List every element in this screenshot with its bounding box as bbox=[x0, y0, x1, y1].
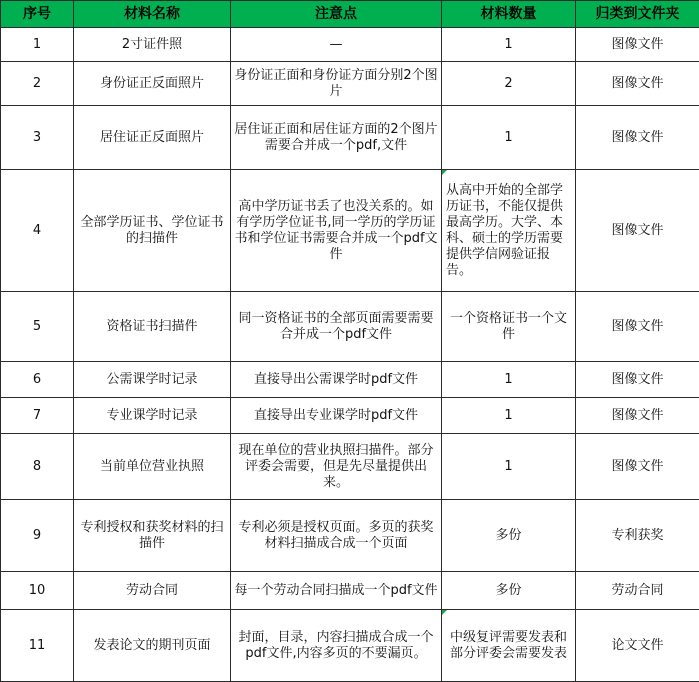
cell-index[interactable]: 8 bbox=[1, 434, 74, 500]
cell-quantity[interactable]: 1 bbox=[442, 434, 576, 500]
cell-note[interactable]: 直接导出专业课学时pdf文件 bbox=[231, 398, 442, 434]
cell-quantity[interactable]: 中级复评需要发表和部分评委会需要发表 bbox=[442, 610, 576, 682]
cell-index[interactable]: 1 bbox=[1, 28, 74, 62]
cell-name[interactable]: 专利授权和获奖材料的扫描件 bbox=[74, 500, 231, 572]
cell-index[interactable]: 7 bbox=[1, 398, 74, 434]
cell-folder[interactable]: 图像文件 bbox=[576, 398, 699, 434]
cell-quantity[interactable]: 多份 bbox=[442, 572, 576, 610]
cell-note[interactable]: 每一个劳动合同扫描成一个pdf文件 bbox=[231, 572, 442, 610]
cell-note[interactable]: 身份证正面和身份证方面分别2个图片 bbox=[231, 62, 442, 106]
cell-note[interactable]: 封面，目录，内容扫描成合成一个pdf文件,内容多页的不要漏页。 bbox=[231, 610, 442, 682]
cell-note[interactable]: 直接导出公需课学时pdf文件 bbox=[231, 362, 442, 398]
cell-index[interactable]: 9 bbox=[1, 500, 74, 572]
cell-quantity[interactable]: 从高中开始的全部学历证书，不能仅提供最高学历。大学、本科、硕士的学历需要提供学信网验证报告。 bbox=[442, 170, 576, 292]
cell-folder[interactable]: 论文文件 bbox=[576, 610, 699, 682]
cell-name[interactable]: 发表论文的期刊页面 bbox=[74, 610, 231, 682]
table-row bbox=[1, 362, 699, 398]
cell-index[interactable]: 4 bbox=[1, 170, 74, 292]
cell-folder[interactable]: 劳动合同 bbox=[576, 572, 699, 610]
table-row bbox=[1, 62, 699, 106]
cell-quantity[interactable]: 1 bbox=[442, 398, 576, 434]
cell-name[interactable]: 身份证正反面照片 bbox=[74, 62, 231, 106]
cell-note[interactable]: — bbox=[231, 28, 442, 62]
cell-folder[interactable]: 图像文件 bbox=[576, 362, 699, 398]
table-row bbox=[1, 292, 699, 362]
table-row bbox=[1, 500, 699, 572]
cell-name[interactable]: 全部学历证书、学位证书的扫描件 bbox=[74, 170, 231, 292]
cell-name[interactable]: 公需课学时记录 bbox=[74, 362, 231, 398]
cell-folder[interactable]: 图像文件 bbox=[576, 292, 699, 362]
table-row bbox=[1, 106, 699, 170]
table-row bbox=[1, 610, 699, 682]
cell-index[interactable]: 11 bbox=[1, 610, 74, 682]
cell-name[interactable]: 资格证书扫描件 bbox=[74, 292, 231, 362]
cell-note[interactable]: 同一资格证书的全部页面需要需要合并成一个pdf文件 bbox=[231, 292, 442, 362]
cell-name[interactable]: 居住证正反面照片 bbox=[74, 106, 231, 170]
cell-note[interactable]: 现在单位的营业执照扫描件。部分评委会需要，但是先尽量提供出来。 bbox=[231, 434, 442, 500]
cell-quantity[interactable]: 1 bbox=[442, 28, 576, 62]
cell-index[interactable]: 3 bbox=[1, 106, 74, 170]
cell-folder[interactable]: 图像文件 bbox=[576, 106, 699, 170]
table-row bbox=[1, 28, 699, 62]
cell-folder[interactable]: 图像文件 bbox=[576, 170, 699, 292]
cell-quantity[interactable]: 2 bbox=[442, 62, 576, 106]
cell-folder[interactable]: 图像文件 bbox=[576, 62, 699, 106]
table-row bbox=[1, 434, 699, 500]
cell-note[interactable]: 专利必须是授权页面。多页的获奖材料扫描成合成一个页面 bbox=[231, 500, 442, 572]
table-row bbox=[1, 170, 699, 292]
header-index[interactable]: 序号 bbox=[1, 1, 74, 28]
cell-index[interactable]: 2 bbox=[1, 62, 74, 106]
header-row bbox=[1, 1, 699, 28]
header-quantity[interactable]: 材料数量 bbox=[442, 1, 576, 28]
cell-index[interactable]: 10 bbox=[1, 572, 74, 610]
cell-note[interactable]: 高中学历证书丢了也没关系的。如有学历学位证书,同一学历的学历证书和学位证书需要合并成一个pdf文件 bbox=[231, 170, 442, 292]
cell-quantity[interactable]: 1 bbox=[442, 106, 576, 170]
header-folder[interactable]: 归类到文件夹 bbox=[576, 1, 699, 28]
table-row bbox=[1, 398, 699, 434]
cell-quantity[interactable]: 一个资格证书一个文件 bbox=[442, 292, 576, 362]
cell-note[interactable]: 居住证正面和居住证方面的2个图片需要合并成一个pdf,文件 bbox=[231, 106, 442, 170]
cell-quantity[interactable]: 1 bbox=[442, 362, 576, 398]
cell-index[interactable]: 6 bbox=[1, 362, 74, 398]
cell-index[interactable]: 5 bbox=[1, 292, 74, 362]
cell-folder[interactable]: 专利获奖 bbox=[576, 500, 699, 572]
cell-name[interactable]: 2寸证件照 bbox=[74, 28, 231, 62]
table-row bbox=[1, 572, 699, 610]
header-material-name[interactable]: 材料名称 bbox=[74, 1, 231, 28]
cell-folder[interactable]: 图像文件 bbox=[576, 28, 699, 62]
cell-quantity[interactable]: 多份 bbox=[442, 500, 576, 572]
cell-name[interactable]: 劳动合同 bbox=[74, 572, 231, 610]
cell-name[interactable]: 专业课学时记录 bbox=[74, 398, 231, 434]
cell-name[interactable]: 当前单位营业执照 bbox=[74, 434, 231, 500]
header-notes[interactable]: 注意点 bbox=[231, 1, 442, 28]
cell-folder[interactable]: 图像文件 bbox=[576, 434, 699, 500]
